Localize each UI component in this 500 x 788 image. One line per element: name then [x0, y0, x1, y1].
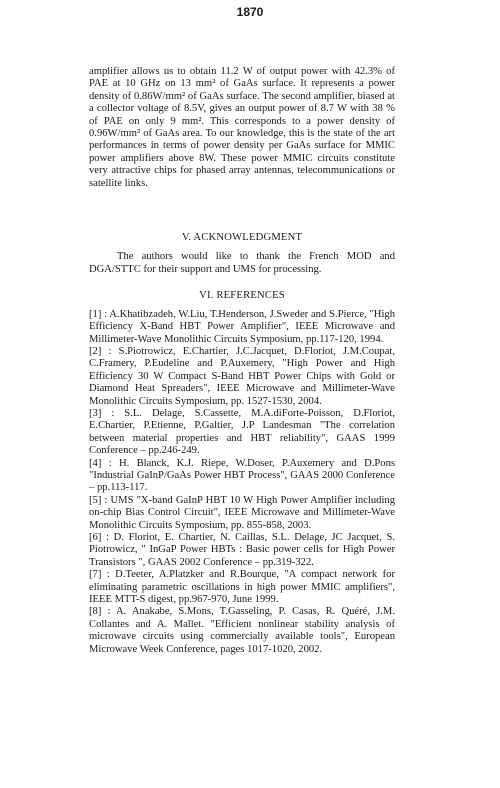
page-number: 1870 [236, 5, 264, 19]
references-heading: VI. REFERENCES [199, 290, 285, 302]
intro-paragraph: amplifier allows us to obtain 11.2 W of output power with 42.3% of PAE at 10 GHz on 13 mm² of GaAs surface. It represents a power density of 0.86W/mm² of GaAs surface. The second amplifier, biased at a collector voltage of 8.5V, gives an output power of 8.7 W with 38 % of PAE on only 9 mm². This corresponds to a power density of 0.96W/mm² of GaAs area. To our knowledge, this is the state of the art performances in terms of power density per GaAs surface for MMIC power amplifiers above 8W. These power MMIC circuits constitute very attractive chips for phased array antennas, telecommunications or satellite links. [89, 66, 395, 189]
reference-item: [2] : S.Piotrowicz, E.Chartier, J.C.Jacquet, D.Floriot, J.M.Coupat, C.Framery, P.Eudeline and P.Auxemery, "High Power and High Efficiency 30 W Compact S-Band HBT Power Chips with Gold or Diamond Heat Spreaders", IEEE Microwave and Millimeter-Wave Monolithic Circuits Symposium, pp. 1527-1530, 2004. [89, 345, 395, 407]
reference-item: [6] : D. Floriot, E. Chartier, N. Caillas, S.L. Delage, JC Jacquet, S. Piotrowicz, " InGaP Power HBTs : Basic power cells for High Power Transistors ", GAAS 2002 Conference – pp.319-322. [89, 532, 395, 568]
reference-item: [1] : A.Khatibzadeh, W.Liu, T.Henderson, J.Sweder and S.Pierce, "High Efficiency X-Band HBT Power Amplifier", IEEE Microwave and Millimeter-Wave Monolithic Circuits Symposium, pp.117-120, 1994. [89, 308, 395, 345]
reference-item: [8] : A. Anakabe, S.Mons, T.Gasseling, P. Casas, R. Quéré, J.M. Collantes and A. Mallet. "Efficient nonlinear stability analysis of microwave circuits using commercially available tools", European Microwave Week Conference, pages 1017-1020, 2002. [89, 606, 395, 655]
reference-item: [4] : H. Blanck, K.J. Riepe, W.Doser, P.Auxemery and D.Pons "Industrial GaInP/GaAs Power HBT Process", GAAS 2000 Conference – pp.113-117. [89, 457, 395, 494]
acknowledgment-heading: V. ACKNOWLEDGMENT [181, 232, 303, 244]
reference-item: [5] : UMS "X-band GaInP HBT 10 W High Power Amplifier including on-chip Bias Control Circuit", IEEE Microwave and Millimeter-Wave Monolithic Circuits Symposium, pp. 855-858, 2003. [89, 494, 395, 531]
reference-list [89, 309, 395, 656]
acknowledgment-text: The authors would like to thank the French MOD and DGA/STTC for their support and UMS for processing. [89, 251, 395, 275]
reference-item: [3] : S.L. Delage, S.Cassette, M.A.diForte-Poisson, D.Floriot, E.Chartier, P.Etienne, P.Galtier, J.P Landesman "The correlation between material properties and HBT reliability", GAAS 1999 Conference – pp.246-249. [89, 407, 395, 457]
reference-item: [7] : D.Teeter, A.Platzker and R.Bourque, "A compact network for eliminating parametric oscillations in high power MMIC amplifiers", IEEE MTT-S digest, pp.967-970, June 1999. [89, 569, 395, 606]
text-column [89, 66, 395, 656]
